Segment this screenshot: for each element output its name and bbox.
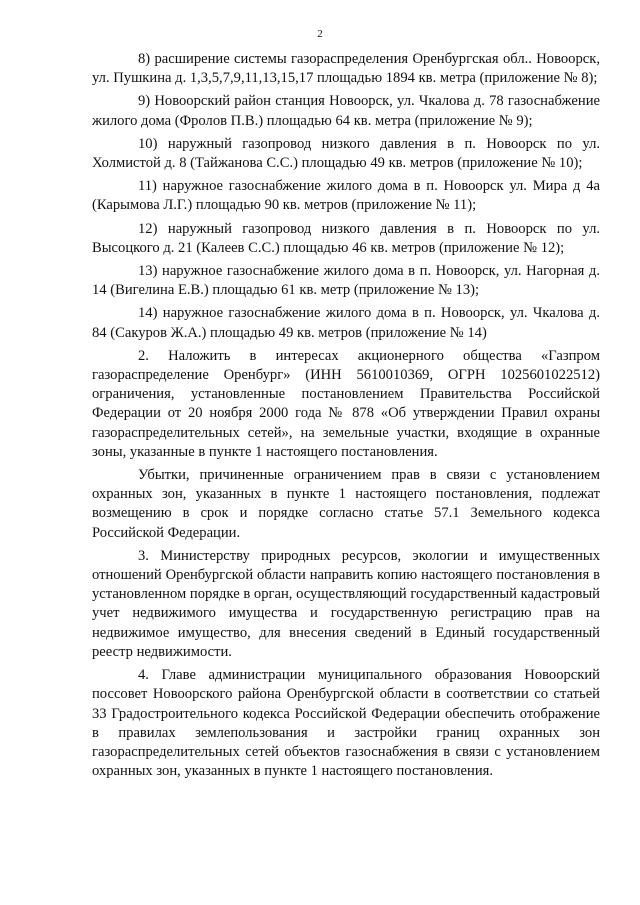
paragraph-item-11: 11) наружное газоснабжение жилого дома в п. Новоорск ул. Мира д 4а (Карымова Л.Г.) площадью 90 кв. метров (приложение № 11); [92, 178, 600, 214]
paragraph-item-14: 14) наружное газоснабжение жилого дома в п. Новоорск, ул. Чкалова д. 84 (Сакуров Ж.А.) площадью 49 кв. метров (приложение № 14) [92, 305, 600, 341]
paragraph-item-12: 12) наружный газопровод низкого давления в п. Новоорск по ул. Высоцкого д. 21 (Калеев С.С.) площадью 46 кв. метров (приложение № 12); [92, 220, 600, 256]
paragraph-item-10: 10) наружный газопровод низкого давления в п. Новоорск по ул. Холмистой д. 8 (Тайжанова С.С.) площадью 49 кв. метров (приложение № 10); [92, 135, 600, 172]
page-number: 2 [317, 28, 323, 40]
paragraph-clause-2: 2. Наложить в интересах акционерного общества «Газпром газораспределение Оренбург» (ИНН 5610010369, ОГРН 1025601022512) ограничения, установленные постановлением Правительства Российской Федерации от 20 ноября 2000 года № 878 «Об утверждении Правил охраны газораспределительных сетей», на земельные участки, входящие в охранные зоны, указанные в пункте 1 настоящего постановления. [92, 347, 600, 460]
paragraph-clause-4: 4. Главе администрации муниципального образования Новоорский поссовет Новоорского района Оренбургской области в соответствии со статьей 33 Градостроительного кодекса Российской Федерации обеспечить отображение в правилах землепользования и застройки границ охранных зон газораспределительных сетей объектов газоснабжения в связи с установлением охранных зон, указанных в пункте 1 настоящего постановления. [92, 667, 600, 780]
paragraph-losses: Убытки, причиненные ограничением прав в связи с установлением охранных зон, указанных в пункте 1 настоящего постановления, подлежат возмещению в срок и порядке согласно статье 57.1 Земельного кодекса Российской Федерации. [92, 467, 600, 541]
paragraph-item-13: 13) наружное газоснабжение жилого дома в п. Новоорск, ул. Нагорная д. 14 (Вигелина Е.В.) площадью 61 кв. метр (приложение № 13); [92, 263, 600, 299]
paragraph-item-9: 9) Новоорский район станция Новоорск, ул. Чкалова д. 78 газоснабжение жилого дома (Фролов П.В.) площадью 64 кв. метра (приложение № 9); [92, 93, 600, 129]
paragraph-item-8: 8) расширение системы газораспределения Оренбургская обл.. Новоорск, ул. Пушкина д. 1,3,5,7,9,11,13,15,17 площадью 1894 кв. метра (приложение № 8); [92, 51, 600, 87]
paragraph-clause-3: 3. Министерству природных ресурсов, экологии и имущественных отношений Оренбургской области направить копию настоящего постановления в установленном порядке в орган, осуществляющий государственный кадастровый учет недвижимого имущества и государственную регистрацию прав на недвижимое имущество, для внесения сведений в Единый государственный реестр недвижимости. [92, 547, 600, 660]
